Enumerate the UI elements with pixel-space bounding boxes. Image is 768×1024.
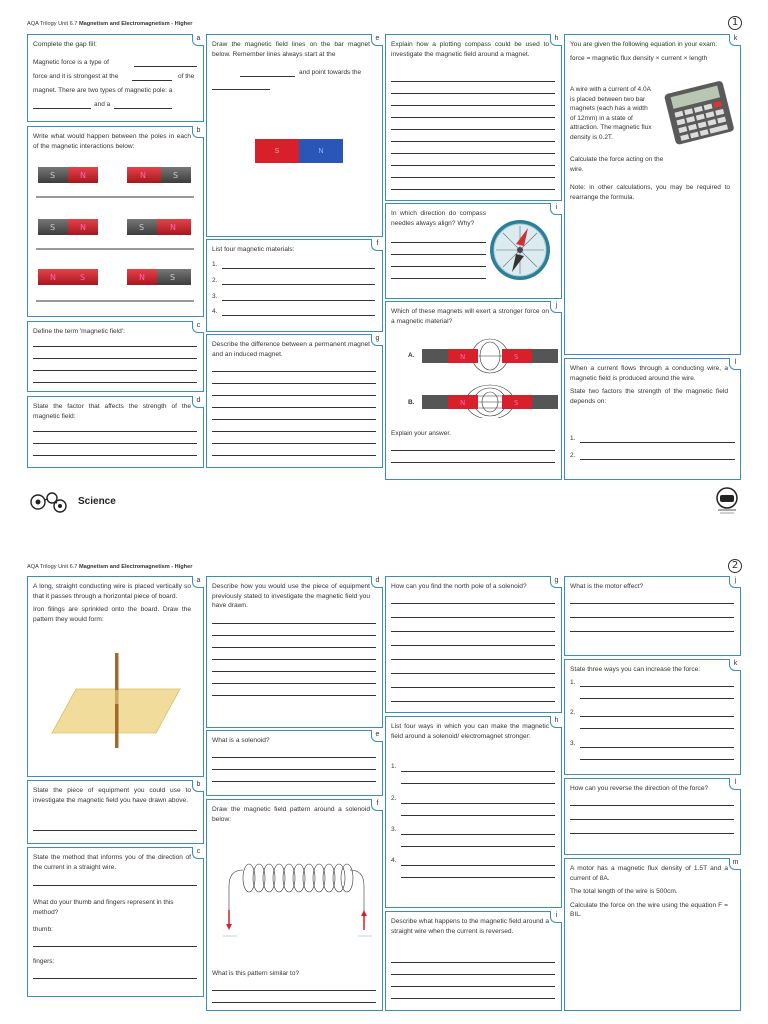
answer-line[interactable] [580,442,735,443]
answer-line[interactable] [212,990,376,991]
question-title: State the factor that affects the strength of the magnetic field: [33,403,191,420]
question-box-d [27,396,204,468]
answer-line[interactable] [212,647,376,648]
explain-prompt: Explain your answer. [391,430,451,437]
svg-text:S: S [50,171,56,180]
answer-line[interactable] [401,865,555,866]
south-pole: S [255,139,299,163]
answer-line[interactable] [401,815,555,816]
question-title: In which direction do compass needles always align? Why? [391,210,486,227]
page-title: Magnetism and Electromagnetism - Higher [78,564,193,570]
answer-line[interactable] [391,631,555,632]
svg-text:S: S [173,171,179,180]
list-number: 4. [391,857,397,864]
answer-line[interactable] [33,443,197,444]
svg-text:N: N [460,353,466,361]
answer-line[interactable] [570,833,734,834]
svg-text:S: S [80,273,86,282]
answer-line[interactable] [222,284,375,285]
question-tag: a [192,576,204,588]
answer-line[interactable] [391,701,555,702]
answer-line[interactable] [212,757,376,758]
answer-line[interactable] [212,623,376,624]
list-number: 2. [570,709,576,716]
answer-line[interactable] [33,885,197,886]
answer-line[interactable] [391,177,555,178]
question-text: When a current flows through a conducting wire, a magnetic field is produced around the wire. [570,365,728,382]
answer-line[interactable] [391,153,555,154]
question-box-e [206,730,383,796]
answer-line[interactable] [580,459,735,460]
question-box-m [564,858,741,1011]
answer-line[interactable] [33,431,197,432]
answer-line[interactable] [401,783,555,784]
question-box-b [27,126,204,317]
answer-line[interactable] [222,300,375,301]
question-box-c [27,321,204,392]
svg-text:S: S [170,273,176,282]
question-box-k [564,34,741,355]
list-number: 1. [391,763,397,770]
question-title: List four magnetic materials: [212,246,295,253]
answer-line[interactable] [391,659,555,660]
answer-line[interactable] [391,986,555,987]
question-tag: e [371,34,383,46]
question-title: State three ways you can increase the force: [570,666,701,673]
question-tag: k [729,34,741,46]
svg-text:S: S [50,223,56,232]
question-title: Describe how you would use the piece of equipment previously stated to investigate the magnetic field you have drawn. [212,583,370,610]
question-text: Calculate the force on the wire using the equation F = BIL. [570,901,728,919]
option-label-a: A. [408,352,415,359]
list-number: 2. [570,452,576,459]
answer-line[interactable] [33,978,197,979]
question-tag: f [371,799,383,811]
answer-line[interactable] [212,695,376,696]
question-box-e [206,34,383,237]
answer-line[interactable] [212,383,376,384]
bar-magnet [255,139,343,163]
answer-line[interactable] [391,673,555,674]
svg-text:N: N [80,223,86,232]
question-text: Note: in other calculations, you may be required to rearrange the formula. [570,184,730,201]
question-tag: g [371,334,383,346]
answer-line[interactable] [401,877,555,878]
answer-line[interactable] [391,105,555,106]
question-box-k [564,659,741,775]
question-title: Complete the gap fill: [33,41,97,48]
answer-line[interactable] [580,716,734,717]
question-box-i [385,203,562,299]
question-tag: c [192,321,204,333]
solenoid-diagram [219,848,374,948]
answer-line[interactable] [212,89,270,90]
answer-line[interactable] [212,407,376,408]
answer-line[interactable] [212,781,376,782]
question-text: You are given the following equation in your exam: [570,41,718,48]
answer-line[interactable] [33,358,197,359]
question-title: Which of these magnets will exert a stronger force on a magnetic material? [391,308,549,325]
question-tag: j [550,301,562,313]
question-tag: f [371,239,383,251]
answer-line[interactable] [391,266,486,267]
svg-text:N: N [80,171,86,180]
answer-line[interactable] [212,431,376,432]
question-tag: g [550,576,562,588]
answer-line[interactable] [570,805,734,806]
answer-line[interactable] [391,165,555,166]
question-text: What is this pattern similar to? [212,970,300,977]
question-title: List four ways in which you can make the magnetic field around a solenoid/ electromagnet stronger: [391,723,549,740]
option-label-b: B. [408,399,415,406]
answer-line[interactable] [212,371,376,372]
brand-badge-icon [712,486,742,516]
list-number: 3. [391,826,397,833]
list-number: 1. [212,261,218,268]
question-text: The total length of the wire is 500cm. [570,888,678,896]
answer-line[interactable] [212,635,376,636]
answer-line[interactable] [391,93,555,94]
question-tag: h [550,34,562,46]
thumb-label: thumb: [33,926,53,933]
list-number: 3. [212,293,218,300]
equation-text: force = magnetic flux density × current × length [570,54,708,62]
answer-line[interactable] [240,76,295,77]
answer-line[interactable] [212,419,376,420]
svg-text:S: S [514,353,519,361]
question-box-f [206,239,383,332]
question-box-g [206,334,383,468]
answer-line[interactable] [391,117,555,118]
question-box-l [564,778,741,855]
question-tag: l [729,358,741,370]
question-text: A wire with a current of 4.0A is placed between two bar magnets (each has a width of 12mm) in a state of attraction. The magnetic flux density is 0.2T. [570,86,652,141]
course-label: AQA Trilogy Unit 6.7 [27,564,78,570]
answer-line[interactable] [401,834,555,835]
question-title: Draw the magnetic field pattern around a solenoid below: [212,806,370,823]
brand-name: Science [78,496,116,507]
magnet-field-diagrams [420,338,560,418]
svg-text:N: N [50,273,56,282]
question-tag: k [729,659,741,671]
svg-text:N: N [460,399,466,407]
gap-text: force and it is strongest at the [33,73,119,80]
answer-line[interactable] [33,946,197,947]
answer-line[interactable] [401,803,555,804]
answer-line[interactable] [401,771,555,772]
question-title: Explain how a plotting compass could be used to investigate the magnetic field around a magnet. [391,41,549,58]
question-box-d [206,576,383,728]
answer-line[interactable] [222,315,375,316]
question-tag: a [192,34,204,46]
gap-text: of the [178,73,195,80]
list-number: 2. [391,795,397,802]
question-box-l [564,358,741,480]
answer-line[interactable] [391,242,486,243]
question-text: A long, straight conducting wire is placed vertically so that it passes through a horizontal piece of board. [33,583,191,600]
question-tag: d [192,396,204,408]
question-box-b [27,780,204,844]
answer-line[interactable] [33,455,197,456]
question-box-j [564,576,741,656]
answer-line[interactable] [570,603,734,604]
answer-line[interactable] [401,846,555,847]
fingers-label: fingers: [33,958,55,965]
answer-line[interactable] [33,830,197,831]
question-title: Describe what happens to the magnetic field around a straight wire when the current is reversed. [391,918,549,935]
answer-line[interactable] [212,395,376,396]
answer-line[interactable] [391,129,555,130]
answer-line[interactable] [391,141,555,142]
gap-text: and a [94,101,111,108]
question-text: Draw the magnetic field lines on the bar magnet below. Remember lines always start at the [212,41,370,58]
question-tag: l [729,778,741,790]
list-number: 1. [570,435,576,442]
wire-through-board-diagram [38,649,198,749]
answer-line[interactable] [570,631,734,632]
question-title: How can you reverse the direction of the force? [570,785,709,792]
answer-line[interactable] [391,962,555,963]
answer-line[interactable] [391,974,555,975]
question-box-j [385,301,562,480]
question-text: State two factors the strength of the magnetic field depends on: [570,388,728,405]
svg-text:S: S [514,399,519,407]
answer-line[interactable] [114,108,172,109]
science-logo-icon [26,488,72,516]
question-box-f [206,799,383,1011]
answer-line[interactable] [391,278,486,279]
question-tag: i [550,203,562,215]
answer-line[interactable] [212,769,376,770]
question-title: Write what would happen between the poles in each of the magnetic interactions below: [33,133,191,150]
north-pole: N [299,139,343,163]
svg-text:N: N [170,223,176,232]
question-tag: i [550,911,562,923]
answer-line[interactable] [33,108,91,109]
answer-line[interactable] [580,728,734,729]
answer-line[interactable] [391,81,555,82]
question-text: Calculate the force acting on the wire. [570,156,664,173]
question-tag: m [729,858,741,870]
answer-line[interactable] [222,268,375,269]
list-number: 2. [212,277,218,284]
answer-line[interactable] [212,659,376,660]
magnet-interactions-diagram [28,161,203,311]
gap-text: Magnetic force is a type of [33,59,109,66]
answer-line[interactable] [391,603,555,604]
svg-text:N: N [140,171,146,180]
question-tag: d [371,576,383,588]
answer-line[interactable] [391,617,555,618]
question-title: What is the motor effect? [570,583,644,590]
list-number: 3. [570,740,576,747]
answer-line[interactable] [33,346,197,347]
answer-line[interactable] [391,254,486,255]
question-tag: c [192,847,204,859]
question-tag: e [371,730,383,742]
question-tag: b [192,126,204,138]
compass-icon [486,214,556,284]
calculator-icon [659,77,737,147]
answer-line[interactable] [391,450,555,451]
page-header [27,564,192,570]
question-tag: j [729,576,741,588]
question-box-h [385,716,562,908]
question-title: How can you find the north pole of a solenoid? [391,583,527,590]
question-box-g [385,576,562,713]
question-box-i [385,911,562,1011]
answer-line[interactable] [212,1002,376,1003]
answer-line[interactable] [580,686,734,687]
answer-line[interactable] [132,80,172,81]
page-header [27,21,192,27]
question-text: State the method that informs you of the direction of the current in a straight wire. [33,854,191,871]
answer-line[interactable] [570,819,734,820]
course-label: AQA Trilogy Unit 6.7 [27,21,78,27]
question-box-a [27,34,204,122]
question-text: and point towards the [299,69,362,76]
question-title: State the piece of equipment you could use to investigate the magnetic field you have drawn above. [33,787,191,804]
answer-line[interactable] [570,617,734,618]
answer-line[interactable] [134,66,197,67]
page-number: 2 [728,559,742,573]
list-number: 1. [570,679,576,686]
answer-line[interactable] [391,645,555,646]
page-title: Magnetism and Electromagnetism - Higher [78,21,193,27]
answer-line[interactable] [33,382,197,383]
question-text: Iron filings are sprinkled onto the board. Draw the pattern they would form: [33,606,191,623]
question-box-c [27,847,204,997]
question-text: A motor has a magnetic flux density of 1.5T and a current of 8A. [570,865,728,882]
list-number: 4. [212,308,218,315]
answer-line[interactable] [33,370,197,371]
page-number: 1 [728,16,742,30]
answer-line[interactable] [212,455,376,456]
answer-line[interactable] [391,998,555,999]
answer-line[interactable] [580,759,734,760]
question-tag: h [550,716,562,728]
svg-text:S: S [139,223,145,232]
answer-line[interactable] [580,747,734,748]
question-box-h [385,34,562,201]
answer-line[interactable] [391,462,555,463]
question-title: Describe the difference between a permanent magnet and an induced magnet. [212,341,370,358]
question-text: What do your thumb and fingers represent in this method? [33,899,174,916]
question-tag: b [192,780,204,792]
question-box-a [27,576,204,777]
answer-line[interactable] [212,671,376,672]
answer-line[interactable] [212,443,376,444]
question-title: What is a solenoid? [212,737,270,744]
answer-line[interactable] [391,687,555,688]
svg-text:N: N [139,273,145,282]
answer-line[interactable] [580,698,734,699]
answer-line[interactable] [212,683,376,684]
gap-text: magnet. There are two types of magnetic pole: a [33,87,173,94]
question-title: Define the term 'magnetic field': [33,328,125,335]
answer-line[interactable] [391,189,555,190]
